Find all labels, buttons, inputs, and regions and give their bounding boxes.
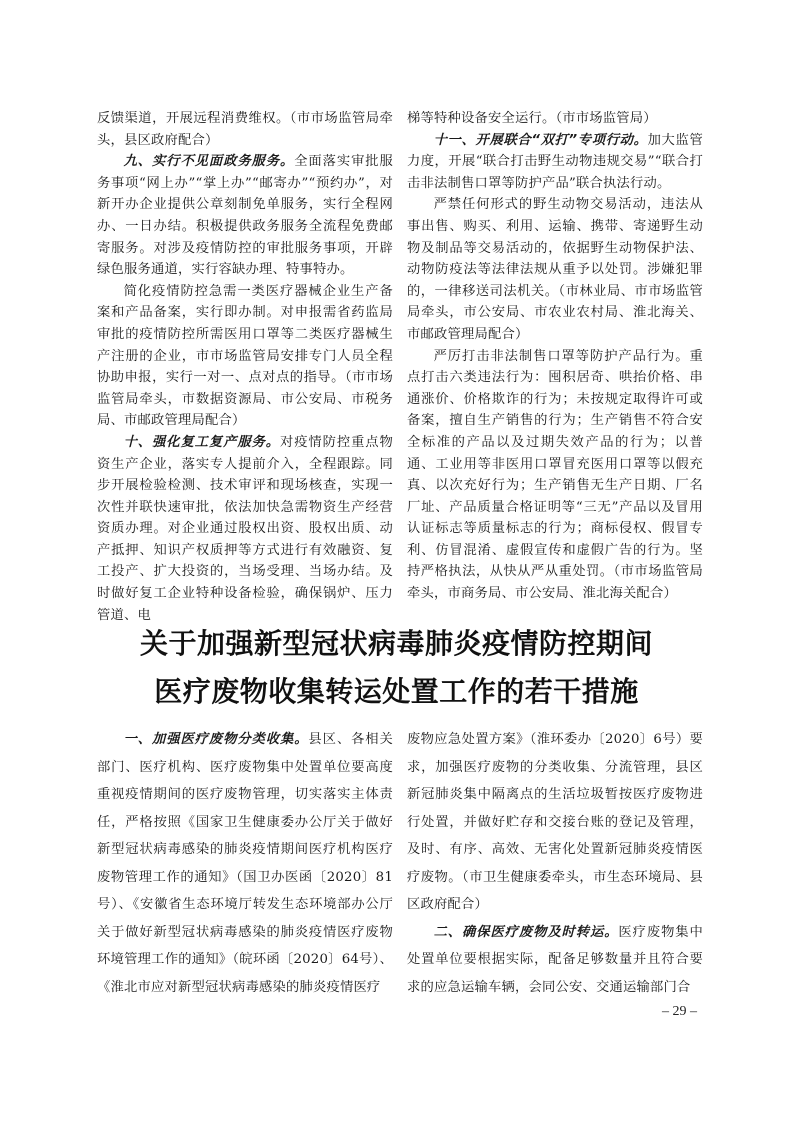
- measure-heading-2: 二、确保医疗废物及时转运。: [433, 924, 619, 940]
- paragraph-measure-2: [407, 919, 703, 1002]
- page-number: – 29 –: [662, 1004, 697, 1019]
- paragraph-continuation: 废物应急处置方案》（淮环委办〔2020〕6号）要求，加强医疗废物的分类收集、分流管理，县区新冠肺炎集中隔离点的生活垃圾暂按医疗废物进行处置，并做好贮存和交接台账的登记及管理，及时、有序、高效、无害化处置新冠肺炎疫情医疗废物。（市卫生健康委牵头，市生态环境局、县区政府配合）: [407, 732, 703, 912]
- bottom-right-column: [407, 726, 703, 1001]
- bottom-left-column: [97, 726, 393, 1001]
- paragraph-section-10: [97, 432, 393, 626]
- paragraph-continuation: 反馈渠道，开展远程消费维权。（市市场监管局牵头，县区政府配合）: [97, 111, 393, 148]
- article-title-line-2: 医疗废物收集转运处置工作的若干措施: [154, 675, 639, 708]
- paragraph-continuation: 梯等特种设备安全运行。（市市场监管局）: [407, 111, 657, 126]
- section-heading-10: 十、强化复工复产服务。: [123, 434, 280, 450]
- paragraph-wildlife-trade: 严禁任何形式的野生动物交易活动，违法从事出售、购买、利用、运输、携带、寄递野生动物及制品等交易活动的，依据野生动物保护法、动物防疫法等法律法规从重予以处罚。涉嫌犯罪的，一律移送司法机关。（市林业局、市市场监管局牵头，市公安局、市农业农村局、淮北海关、市邮政管理局配合）: [407, 197, 703, 342]
- measure-body-1: 县区、各相关部门、医疗机构、医疗废物集中处置单位要高度重视疫情期间的医疗废物管理，切实落实主体责任，严格按照《国家卫生健康委办公厅关于做好新型冠状病毒感染的肺炎疫情期间医疗机构医疗废物管理工作的通知》（国卫办医函〔2020〕81号）、《安徽省生态环境厅转发生态环境部办公厅关于做好新型冠状病毒感染的肺炎疫情医疗废物环境管理工作的通知》（皖环函〔2020〕64号）、《淮北市应对新型冠状病毒感染的肺炎疫情医疗: [97, 732, 394, 995]
- article-title-line-1: 关于加强新型冠状病毒肺炎疫情防控期间: [139, 627, 653, 660]
- article-title: [0, 620, 793, 716]
- section-body-9: 全面落实审批服务事项“网上办”“掌上办”“邮寄办”“预约办”，对新开办企业提供公章刻制免单服务，实行全程网办、一日办结。积极提供政务服务全流程免费邮寄服务。对涉及疫情防控的审批服务事项，开辟绿色服务通道，实行容缺办理、特事特办。: [97, 154, 393, 278]
- section-body-11: 加大监管力度，开展“联合打击野生动物违规交易”“联合打击非法制售口罩等防护产品”联合执法行动。: [407, 132, 703, 191]
- paragraph-section-9: [97, 151, 393, 281]
- top-left-column: [97, 108, 393, 626]
- section-heading-9: 九、实行不见面政务服务。: [123, 154, 295, 170]
- measure-body-2: 医疗废物集中处置单位要根据实际，配备足够数量并且符合要求的应急运输车辆，会同公安、交通运输部门合: [407, 924, 704, 995]
- measure-heading-1: 一、加强医疗废物分类收集。: [123, 732, 309, 747]
- paragraph-measure-1: [97, 726, 393, 1001]
- section-heading-11: 十一、开展联合“双打”专项行动。: [433, 132, 648, 148]
- paragraph-medical-devices: 简化疫情防控急需一类医疗器械企业生产备案和产品备案，实行即办制。对申报需省药监局审批的疫情防控所需医用口罩等二类医疗器械生产注册的企业，市市场监管局安排专门人员全程协助申报，实行一对一、点对点的指导。（市市场监管局牵头，市数据资源局、市公安局、市税务局、市邮政管理局配合）: [97, 283, 393, 429]
- section-body-10: 对疫情防控重点物资生产企业，落实专人提前介入，全程跟踪。同步开展检验检测、技术审评和现场核查，实现一次性并联快速审批，依法加快急需物资生产经营资质办理。对企业通过股权出资、股权出质、动产抵押、知识产权质押等方式进行有效融资、复工投产、扩大投资的，当场受理、当场办结。及时做好复工企业特种设备检验，确保锅炉、压力管道、电: [97, 434, 393, 623]
- top-right-column: [407, 108, 703, 605]
- paragraph-section-11: [407, 130, 703, 195]
- paragraph-mask-crackdown: 严厉打击非法制售口罩等防护产品行为。重点打击六类违法行为：囤积居奇、哄抬价格、串通涨价、价格欺诈的行为；未按规定取得许可或备案，擅自生产销售的行为；生产销售不符合安全标准的产品以及过期失效产品的行为；以普通、工业用等非医用口罩冒充医用口罩等以假充真、以次充好行为；生产销售无生产日期、厂名厂址、产品质量合格证明等“三无”产品以及冒用认证标志等质量标志的行为；商标侵权、假冒专利、仿冒混淆、虚假宣传和虚假广告的行为。坚持严格执法，从快从严从重处罚。（市市场监管局牵头，市商务局、市公安局、淮北海关配合）: [407, 348, 703, 602]
